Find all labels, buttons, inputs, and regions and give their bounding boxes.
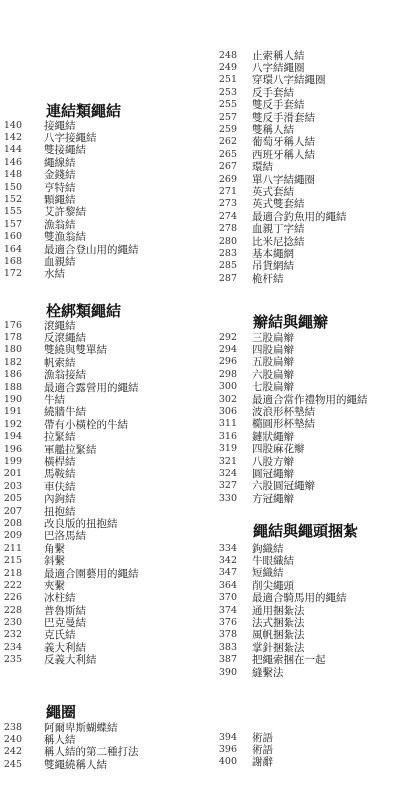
- entry-title: 把繩索捆在一起: [252, 654, 326, 667]
- page-number: 347: [218, 567, 237, 579]
- page-number: 274: [218, 210, 237, 222]
- entry-title: 比米尼捻結: [252, 235, 305, 248]
- page-number: 222: [3, 579, 22, 591]
- entry-title: 基本繩網: [252, 247, 294, 260]
- toc-entry: [0, 381, 139, 393]
- page-number: 146: [3, 156, 22, 168]
- toc-entry: [215, 148, 347, 160]
- page-number: 269: [218, 173, 237, 185]
- entry-title: 普魯斯結: [44, 604, 86, 617]
- page-number: 265: [218, 148, 237, 160]
- page-number: 168: [3, 255, 22, 267]
- entry-title: 雙反手套結: [252, 99, 305, 112]
- page-number: 230: [3, 617, 22, 629]
- entry-title: 扭抱結: [44, 505, 76, 518]
- section-heading-loops: 繩圈: [46, 703, 77, 721]
- entry-title: 最適合騎馬用的繩結: [252, 592, 347, 605]
- entry-title: 風帆捆紮法: [252, 629, 305, 642]
- page-number: 292: [218, 331, 237, 343]
- page-number: 155: [3, 206, 22, 218]
- entry-title: 艾許黎結: [44, 206, 86, 219]
- entry-title: 術語: [252, 731, 273, 744]
- page-number: 188: [3, 381, 22, 393]
- entry-title: 阿爾卑斯蝴蝶結: [44, 721, 118, 734]
- entry-title: 角繫: [44, 542, 65, 555]
- page-number: 226: [3, 592, 22, 604]
- page-number: 172: [3, 268, 22, 280]
- page-number: 257: [218, 111, 237, 123]
- page-number: 300: [218, 381, 237, 393]
- entry-title: 牛結: [44, 394, 65, 407]
- page-number: 394: [218, 731, 237, 743]
- page-number: 342: [218, 555, 237, 567]
- page-number: 298: [218, 368, 237, 380]
- entry-title: 謝辭: [252, 756, 273, 769]
- entry-title: 夾繫: [44, 579, 65, 592]
- toc-entry: [0, 542, 139, 554]
- entry-title: 最適合釣魚用的繩結: [252, 210, 347, 223]
- page-number: 262: [218, 136, 237, 148]
- entry-title: 術語: [252, 744, 273, 757]
- entry-title: 橢圓形杯墊結: [252, 418, 315, 431]
- entry-title: 稱人結的第二種打法: [44, 746, 139, 759]
- page-number: 144: [3, 144, 22, 156]
- page-number: 203: [3, 480, 22, 492]
- page-number: 376: [218, 617, 237, 629]
- entry-title: 巴洛馬結: [44, 530, 86, 543]
- page-number: 148: [3, 169, 22, 181]
- page-number: 370: [218, 592, 237, 604]
- page-number: 192: [3, 418, 22, 430]
- page-number: 157: [3, 218, 22, 230]
- page-number: 271: [218, 185, 237, 197]
- entry-title: 巴克曼結: [44, 617, 86, 630]
- entry-title: 亨特結: [44, 181, 76, 194]
- section-list-connecting-knots: [0, 119, 139, 280]
- toc-entry: [215, 666, 347, 678]
- entry-title: 六股扁辮: [252, 368, 294, 381]
- entry-title: 克氏結: [44, 629, 76, 642]
- toc-entry: [0, 530, 139, 542]
- page-number: 253: [218, 86, 237, 98]
- entry-title: 漁翁接結: [44, 369, 86, 382]
- entry-title: 穿環八字結繩圈: [252, 74, 326, 87]
- page-number: 180: [3, 344, 22, 356]
- page-number: 296: [218, 356, 237, 368]
- page-number: 283: [218, 247, 237, 259]
- page-number: 194: [3, 431, 22, 443]
- entry-title: 雙漁翁結: [44, 231, 86, 244]
- entry-title: 反義大利結: [44, 654, 97, 667]
- toc-entry: [215, 492, 368, 504]
- page-number: 152: [3, 194, 22, 206]
- section-heading-splices-whippings: 繩結與繩頭捆紮: [253, 522, 359, 540]
- entry-title: 金錢結: [44, 169, 76, 182]
- entry-title: 西班牙稱人結: [252, 148, 315, 161]
- entry-title: 桅杆結: [252, 272, 284, 285]
- page-number: 242: [3, 746, 22, 758]
- entry-title: 單八字結繩圈: [252, 173, 315, 186]
- page-number: 215: [3, 555, 22, 567]
- toc-entry: [0, 758, 139, 770]
- entry-title: 反手套結: [252, 86, 294, 99]
- page-number: 306: [218, 406, 237, 418]
- entry-title: 通用捆紮法: [252, 604, 305, 617]
- page-number: 209: [3, 530, 22, 542]
- page-number: 287: [218, 272, 237, 284]
- page-number: 330: [218, 492, 237, 504]
- page-number: 383: [218, 641, 237, 653]
- page-number: 160: [3, 231, 22, 243]
- page-number: 234: [3, 641, 22, 653]
- page-number: 267: [218, 161, 237, 173]
- page-number: 196: [3, 443, 22, 455]
- page-number: 374: [218, 604, 237, 616]
- page-number: 150: [3, 181, 22, 193]
- page-number: 273: [218, 198, 237, 210]
- page-number: 207: [3, 505, 22, 517]
- entry-title: 環結: [252, 161, 273, 174]
- entry-title: 六股圓冠繩辮: [252, 480, 315, 493]
- page-number: 218: [3, 567, 22, 579]
- entry-title: 最適合園藝用的繩結: [44, 567, 139, 580]
- page-number: 208: [3, 517, 22, 529]
- page-number: 334: [218, 542, 237, 554]
- entry-title: 七股扁辮: [252, 381, 294, 394]
- page-number: 164: [3, 243, 22, 255]
- page-number: 321: [218, 455, 237, 467]
- entry-title: 血親結: [44, 256, 76, 268]
- entry-title: 葡萄牙稱人結: [252, 136, 315, 149]
- toc-entry: [215, 756, 273, 768]
- page-number: 178: [3, 332, 22, 344]
- entry-title: 削尖繩頭: [252, 579, 294, 592]
- section-list-splices-whippings: [215, 542, 347, 678]
- entry-title: 義大利結: [44, 641, 86, 654]
- page-number: 278: [218, 223, 237, 235]
- entry-title: 最適合登山用的繩結: [44, 243, 139, 256]
- entry-title: 車伕結: [44, 480, 76, 493]
- entry-title: 馬鞍結: [44, 468, 76, 481]
- page-number: 259: [218, 124, 237, 136]
- page-number: 191: [3, 406, 22, 418]
- entry-title: 四股扁辮: [252, 344, 294, 357]
- section-list-binding-knots: [0, 319, 139, 666]
- entry-title: 縫繫法: [252, 666, 284, 679]
- entry-title: 繩線結: [44, 156, 76, 169]
- entry-title: 八字接繩結: [44, 132, 97, 145]
- page-number: 251: [218, 74, 237, 86]
- page-number: 190: [3, 394, 22, 406]
- entry-title: 雙稱人結: [252, 124, 294, 137]
- toc-entry: [0, 268, 139, 280]
- page-number: 186: [3, 369, 22, 381]
- entry-title: 英式雙套結: [252, 198, 305, 211]
- entry-title: 五股扁辮: [252, 356, 294, 369]
- entry-title: 冰柱結: [44, 592, 76, 605]
- entry-title: 斜繫: [44, 555, 65, 568]
- page-number: 316: [218, 430, 237, 442]
- entry-title: 止索稱人結: [252, 49, 305, 62]
- page-number: 176: [3, 319, 22, 331]
- page-number: 302: [218, 393, 237, 405]
- entry-title: 最適合露營用的繩結: [44, 381, 139, 394]
- entry-title: 英式套結: [252, 186, 294, 198]
- entry-title: 牛眼織結: [252, 555, 294, 568]
- page-number: 249: [218, 62, 237, 74]
- entry-title: 帶有小橫栓的牛結: [44, 418, 128, 431]
- page-number: 378: [218, 629, 237, 641]
- toc-entry: [215, 272, 347, 284]
- section-heading-braids: 辮結與繩辮: [253, 313, 329, 331]
- page-number: 285: [218, 260, 237, 272]
- entry-title: 雙反手滑套結: [252, 111, 315, 124]
- entry-title: 反滾繩結: [44, 332, 86, 345]
- entry-title: 吊貨網結: [252, 260, 294, 273]
- entry-title: 鏈狀繩辮: [252, 430, 294, 443]
- entry-title: 拉緊結: [44, 431, 76, 444]
- page-number: 400: [218, 756, 237, 768]
- page-number: 235: [3, 654, 22, 666]
- page-number: 182: [3, 356, 22, 368]
- page-number: 311: [218, 418, 237, 430]
- toc-entry: [0, 654, 139, 666]
- section-heading-binding-knots: 栓綁類繩結: [46, 302, 122, 320]
- page-number: 201: [3, 468, 22, 480]
- entry-title: 八字結繩圈: [252, 62, 305, 75]
- page-number: 396: [218, 744, 237, 756]
- entry-title: 漁翁結: [44, 218, 76, 231]
- page-number: 140: [3, 119, 22, 131]
- entry-title: 內鉤結: [44, 493, 76, 506]
- entry-title: 雙繩繞稱人結: [44, 758, 107, 771]
- section-list-loops: [0, 721, 139, 771]
- page-number: 294: [218, 344, 237, 356]
- entry-title: 三股扁辮: [252, 331, 294, 344]
- entry-title: 滾繩結: [44, 319, 76, 332]
- page-number: 228: [3, 604, 22, 616]
- entry-title: 方冠繩辮: [252, 492, 294, 505]
- entry-title: 雙接繩結: [44, 144, 86, 157]
- page-number: 232: [3, 629, 22, 641]
- page-number: 205: [3, 493, 22, 505]
- page-number: 387: [218, 654, 237, 666]
- page-number: 245: [3, 758, 22, 770]
- section-list-braids: [215, 331, 368, 504]
- entry-title: 波浪形杯墊結: [252, 406, 315, 419]
- entry-title: 軍艦拉緊結: [44, 443, 97, 456]
- entry-title: 水結: [44, 268, 65, 281]
- entry-title: 最適合當作禮物用的繩結: [252, 393, 368, 406]
- section-heading-connecting-knots: 連結類繩結: [46, 102, 122, 120]
- toc-entry: [0, 567, 139, 579]
- page-number: 255: [218, 99, 237, 111]
- entry-title: 接繩結: [44, 119, 76, 132]
- entry-title: 四股麻花辮: [252, 443, 305, 456]
- entry-title: 鉤織結: [252, 542, 284, 555]
- entry-title: 八股方辮: [252, 455, 294, 468]
- section-list-end-matter: [215, 731, 273, 768]
- page-number: 211: [3, 542, 22, 554]
- toc-entry: [0, 255, 139, 267]
- page-number: 319: [218, 443, 237, 455]
- page-number: 280: [218, 235, 237, 247]
- page-number: 390: [218, 666, 237, 678]
- page-number: 199: [3, 455, 22, 467]
- entry-title: 稱人結: [44, 734, 76, 747]
- entry-title: 雙繞與雙單結: [44, 344, 107, 357]
- page-number: 240: [3, 734, 22, 746]
- page-number: 142: [3, 132, 22, 144]
- page-number: 324: [218, 467, 237, 479]
- entry-title: 帆索結: [44, 356, 76, 369]
- entry-title: 法式捆紮法: [252, 617, 305, 630]
- entry-title: 短織結: [252, 567, 284, 580]
- page-number: 248: [218, 49, 237, 61]
- entry-title: 改良版的扭抱結: [44, 517, 118, 530]
- entry-title: 顆繩結: [44, 194, 76, 207]
- page-number: 238: [3, 721, 22, 733]
- entry-title: 血親丁字結: [252, 223, 305, 236]
- entry-title: 掌針捆紮法: [252, 641, 305, 654]
- entry-title: 圓冠繩辮: [252, 468, 294, 480]
- page-number: 327: [218, 480, 237, 492]
- entry-title: 繞牆牛結: [44, 406, 86, 419]
- page-number: 364: [218, 579, 237, 591]
- entry-title: 橫桿結: [44, 456, 76, 468]
- section-list-loops-continued: [215, 49, 347, 284]
